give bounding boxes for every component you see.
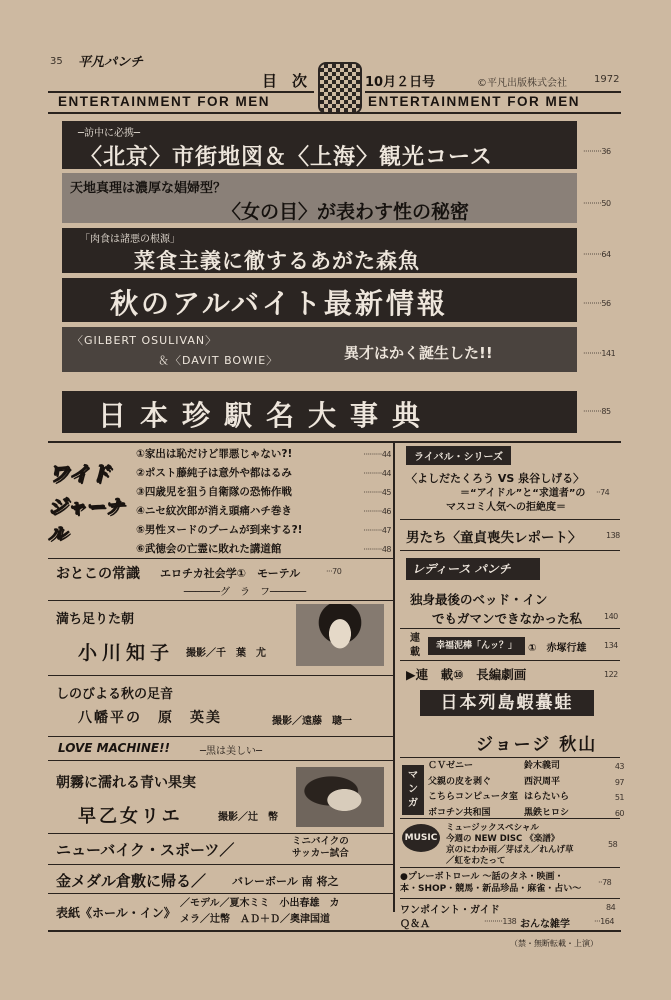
onepoint-title: ワンポイント・ガイド — [400, 905, 500, 916]
page-ref: 84 — [606, 903, 616, 912]
page-ref: 140 — [604, 612, 618, 621]
feature-title: 〈北京〉市街地図＆〈上海〉観光コース — [80, 145, 493, 170]
wide-journal-logo: ワイド ジャーナル — [48, 462, 124, 545]
page-ref: 58 — [608, 840, 618, 849]
photo-thumbnail — [296, 767, 384, 827]
otoko2-title: 男たち〈童貞喪失レポート〉 — [406, 530, 582, 546]
list-item[interactable]: ④ニセ紋次郎が消え頭痛ハチ巻き ·········46 — [136, 505, 391, 517]
gravure-credit: 撮影／辻 幣 — [218, 812, 278, 823]
list-item[interactable]: こちらコンピュータ室 はらたいら 51 — [428, 792, 624, 802]
page-ref: 138 — [502, 917, 517, 926]
feature-station-names[interactable] — [62, 391, 577, 433]
tagline-left: ENTERTAINMENT FOR MEN — [58, 94, 270, 109]
feature-line1: 〈GILBERT OSULIVAN〉 — [72, 334, 218, 347]
photo-thumbnail — [296, 604, 384, 666]
feature-title: 菜食主義に徹するあがた森魚 — [134, 249, 420, 273]
feature-kicker: 「肉食は諸悪の根源」 — [80, 234, 180, 245]
manga-tag: マ ン ガ — [402, 765, 424, 815]
feature-part-time-jobs[interactable] — [62, 278, 577, 322]
page-ref: 78 — [602, 878, 612, 887]
feature-title: 異才はかく誕生した!! — [344, 344, 493, 362]
page-number: 35 — [50, 56, 63, 67]
magazine-logo: 平凡パンチ — [78, 55, 144, 70]
gravure-name: 早乙女リエ — [78, 806, 183, 827]
page-ref: 141 — [601, 349, 616, 358]
feature-kicker: ─訪中に必携─ — [78, 128, 141, 139]
gekiga-author: ジョージ 秋山 — [476, 735, 598, 755]
gravure-name: 小川知子 — [78, 642, 175, 664]
feature-title: 秋のアルバイト最新情報 — [110, 287, 448, 320]
feature-women-eyes[interactable] — [62, 173, 577, 223]
page-ref: 56 — [601, 299, 611, 308]
manga-list — [428, 759, 624, 821]
serial-badge: 幸福泥棒「んッ？」 — [428, 637, 525, 655]
gold-sub: バレーボール 南 将之 — [232, 875, 339, 888]
cover-credits: ／モデル／夏木ミミ 小出春雄 カ メラ／辻幣 ＡＤ＋Ｄ／奥津国道 — [180, 898, 340, 925]
list-item[interactable]: 父親の皮を剥ぐ 西沢周平 97 — [428, 776, 624, 787]
playboy-text: ●プレーボトロール 〜話のタネ・映画・ 本・SHOP・競馬・新品珍品・麻雀・占い〜 — [400, 872, 582, 894]
music-badge: MUSIC — [402, 824, 440, 852]
page-ref: 134 — [604, 641, 618, 650]
bike-sub: ミニバイクの サッカー試合 — [292, 836, 349, 859]
feature-title: 〈女の目〉が表わす性の秘密 — [222, 201, 470, 223]
graph-label: ──────グ ラ フ────── — [183, 587, 307, 598]
list-item[interactable]: ボコチン共和国 黒鉄ヒロシ 60 — [428, 807, 624, 818]
list-item[interactable]: ⑥武徳会の亡霊に敗れた講道館 ·········48 — [136, 543, 391, 555]
rival-sub: ＝“アイドル”と“求道者”の マスコミ人気への拒絶度＝ — [446, 488, 586, 513]
list-item[interactable]: ＣＶゼニー 鈴木義司 43 — [428, 761, 624, 771]
page-ref: 64 — [601, 250, 611, 259]
year: 1972 — [594, 74, 620, 85]
gravure-kicker: 満ち足りた朝 — [56, 612, 135, 627]
onna-title: おんな雑学 — [520, 919, 570, 930]
qa-title: Ｑ＆Ａ — [400, 919, 430, 930]
toc-title: 目 次 — [262, 72, 308, 90]
gravure-kicker: 朝霧に濡れる青い果実 — [56, 775, 196, 791]
list-item[interactable]: ⑤男性ヌードのブームが到来する?! ·········47 — [136, 524, 391, 536]
ladies-text: 独身最後のベッド・イン でもガマンできなかった私 — [410, 592, 583, 626]
gekiga-title: ▶連 載⑩ 長編劇画 — [406, 667, 527, 682]
otoko-title: おとこの常識 — [56, 566, 140, 582]
wide-journal-list — [136, 445, 391, 559]
feature-title: 日本珍駅名大事典 — [98, 399, 435, 432]
ladies-punch-logo: レディース パンチ — [406, 558, 540, 580]
love-machine-sub: ─黒は美しい─ — [200, 746, 263, 757]
feature-beijing[interactable] — [62, 121, 577, 169]
page-ref: 122 — [604, 670, 618, 679]
list-item[interactable]: ③四歳児を狙う自衛隊の恐怖作戦 ·········45 — [136, 486, 391, 498]
feature-kicker: 天地真理は濃厚な娼婦型？ — [70, 181, 227, 196]
gravure-credit: 撮影／千 葉 尤 — [186, 648, 266, 659]
cover-label: 表紙《ホール・イン》 — [56, 906, 176, 920]
footer-note: （禁・無断転載・上演） — [510, 939, 598, 948]
issue-date: 10月２日号 — [365, 75, 436, 90]
gravure-kicker: しのびよる秋の足音 — [56, 687, 174, 702]
page-ref: 50 — [601, 199, 611, 208]
music-text: ミュージックスペシャル 今週の NEW DISC 《楽譜》 京のにわか雨／芽ばえ／れんげ草 ／虹をわたって — [446, 823, 574, 866]
feature-line2: ＆〈DAVIT BOWIE〉 — [158, 354, 279, 367]
page-ref: 138 — [606, 531, 620, 540]
otoko-sub: エロチカ社会学① モーテル — [160, 567, 301, 580]
tagline-right: ENTERTAINMENT FOR MEN — [368, 94, 580, 109]
checkered-emblem-icon — [318, 62, 362, 114]
page-ref: 36 — [601, 147, 611, 156]
page-ref: 70 — [332, 567, 342, 576]
gravure-name: 八幡平の 原 英美 — [78, 710, 222, 726]
gekiga-name: 日本列島蝦蟇蛙 — [420, 690, 594, 716]
serial-author: ① 赤塚行雄 — [528, 643, 587, 654]
rival-title: 〈よしだたくろう VS 泉谷しげる〉 — [406, 472, 585, 485]
gold-title: 金メダル倉敷に帰る／ — [56, 872, 207, 890]
list-item[interactable]: ①家出は恥だけど罪悪じゃない?! ·········44 — [136, 448, 391, 460]
love-machine-title: LOVE MACHINE!! — [58, 741, 171, 755]
page-ref: 164 — [600, 917, 614, 926]
list-item[interactable]: ②ポスト藤純子は意外や都はるみ ·········44 — [136, 467, 391, 479]
rival-badge: ライバル・シリーズ — [406, 446, 511, 465]
feature-vegetarian[interactable] — [62, 228, 577, 273]
copyright: ©平凡出版株式会社 — [477, 78, 567, 89]
magazine-contents-page: 35 平凡パンチ 目 次 10月２日号 ©平凡出版株式会社 1972 ENTERTAINMENT FOR MEN ENTERTAINMENT FOR MEN ─訪中に必携─ 〈北京〉市街地図＆〈上海〉観光コース ·········36 天地真理は濃厚な娼婦型？ 〈女の目〉が表わす性の秘密 ·········50 「肉食は諸悪の根源」 菜食主義に徹するあがた森魚 ·········64 秋のアルバイト最新情報 ·········56 〈GILBERT OSULIVAN〉 ＆〈DAVIT BOWIE〉 異才はかく誕生した!! ·········141 日本珍駅名大事典 ·········85 ワイド ジャーナル ①家出は恥だけど罪悪じゃない?! ·········44 ②ポスト藤純子は意外や都はるみ ·········44 ③四歳児を狙う自衛隊の恐怖作戦 ·········45 ④ニセ紋次郎が消え頭痛ハチ巻き ·········46 ⑤男性ヌードのブームが到来する?! ·········47 ⑥武徳会の亡霊に敗れた講道館 ·········48 おとこの常識 エロチカ社会学① モーテル ···70 ──────グ ラ フ────── 満ち足りた朝 小川知子 撮影／千 葉 尤 しのびよる秋の足音 八幡平の 原 英美 撮影／遠藤 聰一 LOVE MACHINE!! ─黒は美しい─ 朝霧に濡れる青い果実 早乙女リエ 撮影／辻 幣 ニューバイク・スポーツ／ ミニバイクの サッカー試合 金メダル倉敷に帰る／ バレーボール 南 将之 表紙《ホール・イン》 ／モデル／夏木ミミ 小出春雄 カ メラ／辻幣 ＡＤ＋Ｄ／奥津国道 ライバル・シリーズ 〈よしだたくろう VS 泉谷しげる〉 ＝“アイドル”と“求道者”の マスコミ人気への拒絶度＝ ··74 男たち〈童貞喪失レポート〉 138 レディース パンチ 独身最後のベッド・イン でもガマンできなかった私 140 連 載 幸福泥棒「んッ？」 ① 赤塚行雄 134 ▶連 載⑩ 長編劇画 122 日本列島蝦蟇蛙 ジョージ 秋山 マ ン ガ ＣＶゼニー 鈴木義司 43 父親の皮を剥ぐ 西沢周平 97 こちらコンピュータ室 はらたいら 51 ボコチン共和国 黒鉄ヒロシ 60 MUSIC ミュージックスペシャル 今週の NEW DISC 《楽譜》 京のにわか雨／芽ばえ／れんげ草 ／虹をわたって 58 ●プレーボトロール 〜話のタネ・映画・ 本・SHOP・競馬・新品珍品・麻雀・占い〜 ··78 ワンポイント・ガイド 84 Ｑ＆Ａ ·········138 おんな雑学 ···164 （禁・無断転載・上演） — [0, 0, 671, 1000]
feature-osullivan-bowie[interactable] — [62, 327, 577, 372]
page-ref: 85 — [601, 407, 611, 416]
bike-title: ニューバイク・スポーツ／ — [56, 841, 235, 859]
gravure-credit: 撮影／遠藤 聰一 — [272, 716, 352, 727]
serial-tag: 連 載 — [410, 633, 420, 658]
page-ref: 74 — [600, 488, 610, 497]
